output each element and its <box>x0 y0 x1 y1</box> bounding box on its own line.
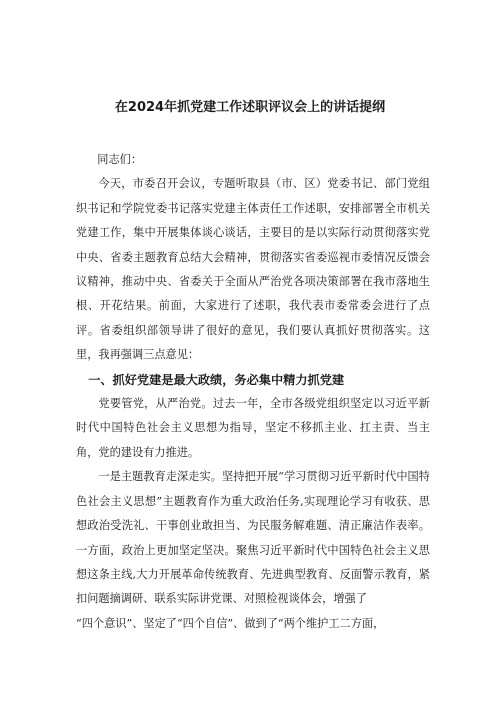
greeting: 同志们： <box>97 153 143 166</box>
document-body <box>76 148 430 636</box>
paragraph-intro: 今天，市委召开会议，专题听取县（市、区）党委书记、部门党组织书记和学院党委书记落实党建主体责任工作述职，安排部署全市机关党建工作，集中开展集体谈心谈话，主要目的是以实际行动贯彻落实党中央、省委主题教育总结大会精神，贯彻落实省委巡视市委情况反馈会议精神，推动中央、省委关于全面从严治党各项决策部署在我市落地生根、开花结果。前面，大家进行了述职，我代表市委常委会进行了点评。省委组织部领导讲了很好的意见，我们要认真抓好贯彻落实。这里，我再强调三点意见： <box>76 177 430 362</box>
paragraph-section-2: 一是主题教育走深走实。坚持把开展“学习贯彻习近平新时代中国特色社会主义思想”主题教育作为重大政治任务,实现理论学习有收获、思想政治受洗礼、干事创业敢担当、为民服务解难题、清正廉洁作表率。一方面，政治上更加坚定坚决。聚焦习近平新时代中国特色社会主义思想这条主线,大力开展革命传统教育、先进典型教育、反面警示教育，紧扣问题摘调研、联系实际讲党课、对照检视谈体会，增强了 <box>76 470 430 606</box>
document-title: 在2024年抓党建工作述职评议会上的讲话提纲 <box>114 100 386 115</box>
section-heading: 一、抓好党建是最大政绩，务必集中精力抓党建 <box>88 372 345 387</box>
paragraph-tail-line: “四个意识”、坚定了“四个自信”、做到了“两个维护工二方面， <box>76 616 385 630</box>
paragraph-section-1: 党要管党，从严治党。过去一年，全市各级党组织坚定以习近平新时代中国特色社会主义思想为指导，坚定不移抓主业、扛主责、当主角，党的建设有力推进。 <box>76 397 430 459</box>
